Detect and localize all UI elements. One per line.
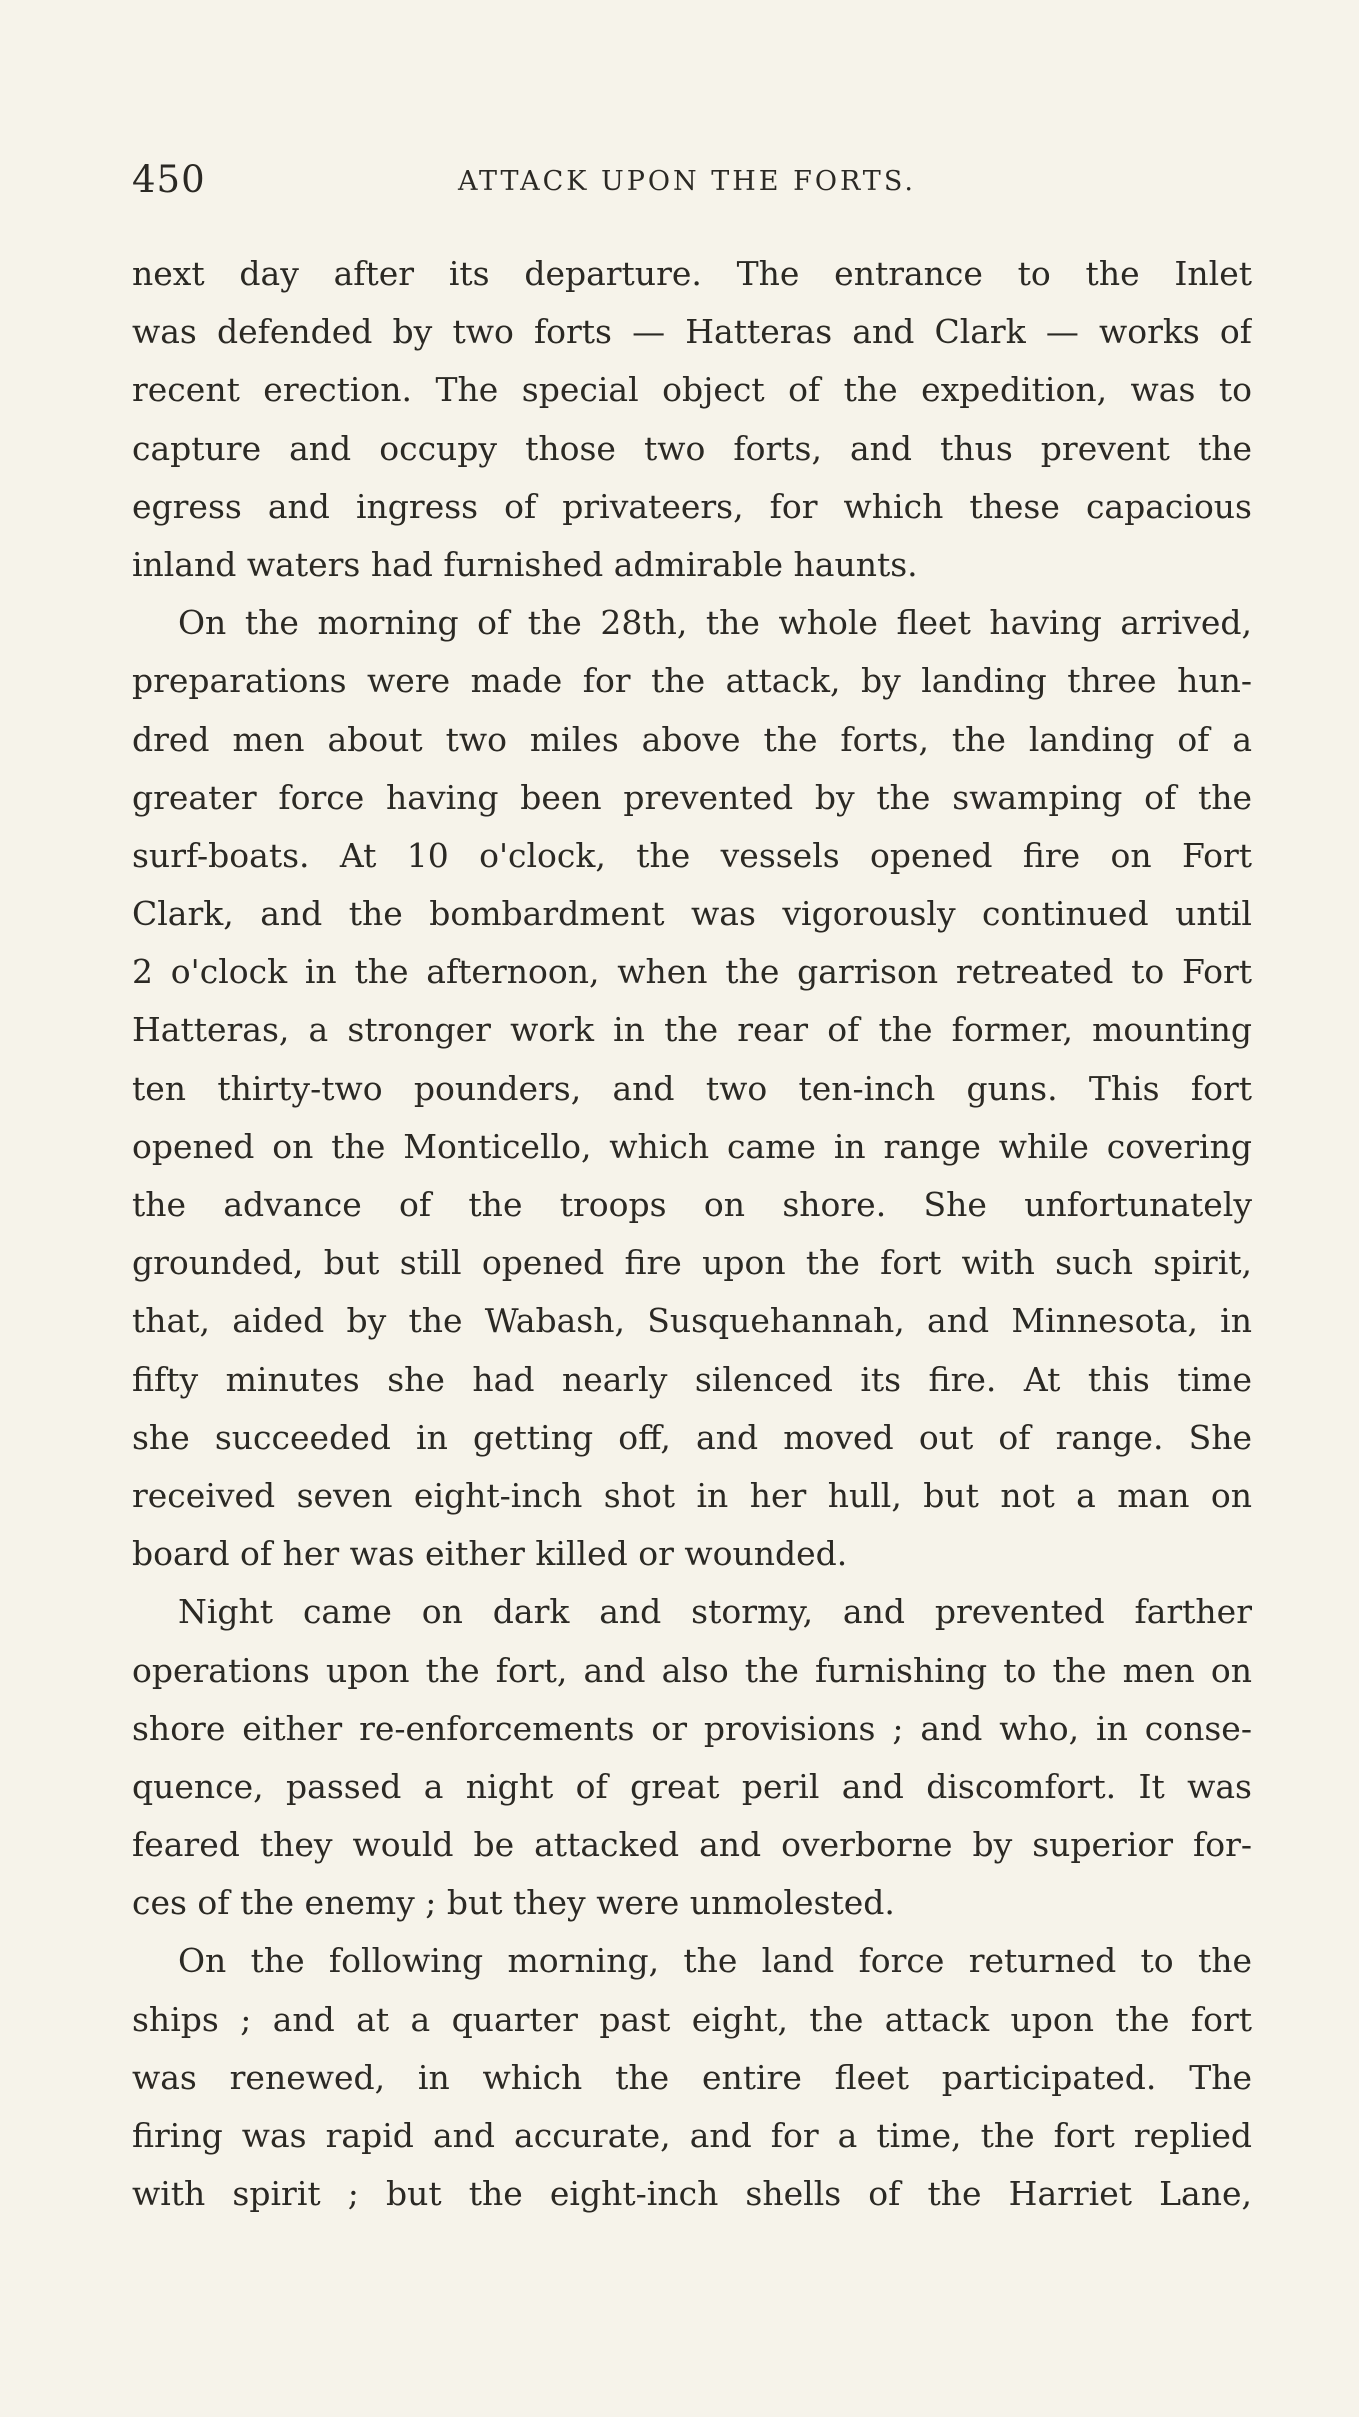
- text-line: was renewed, in which the entire fleet participated. The: [132, 2057, 1252, 2097]
- text-line: grounded, but still opened fire upon the fort with such spirit,: [132, 1243, 1252, 1283]
- text-line: operations upon the fort, and also the furnishing to the men on: [132, 1650, 1252, 1690]
- text-line: egress and ingress of privateers, for which these capacious: [132, 486, 1252, 526]
- paragraph: [132, 245, 1252, 594]
- text-line: board of her was either killed or wounded.: [132, 1534, 848, 1574]
- paragraph: [132, 1932, 1252, 2223]
- text-line: next day after its departure. The entrance to the Inlet: [132, 254, 1252, 293]
- text-line: On the following morning, the land force returned to the: [178, 1941, 1252, 1981]
- text-line: capture and occupy those two forts, and thus prevent the: [132, 428, 1252, 468]
- paragraph: [132, 1583, 1252, 1932]
- text-line: On the morning of the 28th, the whole fleet having arrived,: [178, 603, 1252, 643]
- text-line: ships ; and at a quarter past eight, the attack upon the fort: [132, 1999, 1252, 2039]
- text-line: she succeeded in getting off, and moved out of range. She: [132, 1417, 1252, 1457]
- text-line: with spirit ; but the eight-inch shells of the Harriet Lane,: [132, 2174, 1252, 2214]
- body-text: [132, 245, 1252, 2223]
- text-line: Clark, and the bombardment was vigorously continued until: [132, 894, 1252, 934]
- text-line: fifty minutes she had nearly silenced its fire. At this time: [132, 1359, 1252, 1399]
- running-head: ATTACK UPON THE FORTS.: [458, 166, 916, 197]
- text-line: feared they would be attacked and overborne by superior for-: [132, 1825, 1252, 1865]
- page-header: [132, 158, 1252, 208]
- text-line: that, aided by the Wabash, Susquehannah, and Minnesota, in: [132, 1301, 1252, 1341]
- text-line: recent erection. The special object of the expedition, was to: [132, 370, 1252, 410]
- text-line: dred men about two miles above the forts, the landing of a: [132, 719, 1252, 759]
- text-line: ten thirty-two pounders, and two ten-inch guns. This fort: [132, 1068, 1252, 1108]
- text-line: surf-boats. At 10 o'clock, the vessels opened fire on Fort: [132, 835, 1252, 875]
- page-number: 450: [132, 158, 206, 201]
- text-line: greater force having been prevented by the swamping of the: [132, 777, 1252, 817]
- text-line: Hatteras, a stronger work in the rear of the former, mounting: [132, 1010, 1252, 1050]
- text-line: quence, passed a night of great peril and discomfort. It was: [132, 1766, 1252, 1806]
- text-line: preparations were made for the attack, by landing three hun-: [132, 661, 1252, 701]
- text-line: shore either re-enforcements or provisions ; and who, in conse-: [132, 1708, 1252, 1748]
- text-line: ces of the enemy ; but they were unmolested.: [132, 1883, 895, 1923]
- text-line: received seven eight-inch shot in her hull, but not a man on: [132, 1475, 1252, 1515]
- text-line: inland waters had furnished admirable haunts.: [132, 544, 918, 584]
- text-line: was defended by two forts — Hatteras and Clark — works of: [132, 312, 1252, 352]
- text-line: 2 o'clock in the afternoon, when the garrison retreated to Fort: [132, 952, 1252, 992]
- text-line: the advance of the troops on shore. She unfortunately: [132, 1185, 1252, 1224]
- text-line: opened on the Monticello, which came in range while covering: [132, 1126, 1252, 1166]
- text-line: firing was rapid and accurate, and for a time, the fort replied: [132, 2116, 1252, 2155]
- paragraph: [132, 594, 1252, 1583]
- text-line: Night came on dark and stormy, and prevented farther: [178, 1592, 1252, 1632]
